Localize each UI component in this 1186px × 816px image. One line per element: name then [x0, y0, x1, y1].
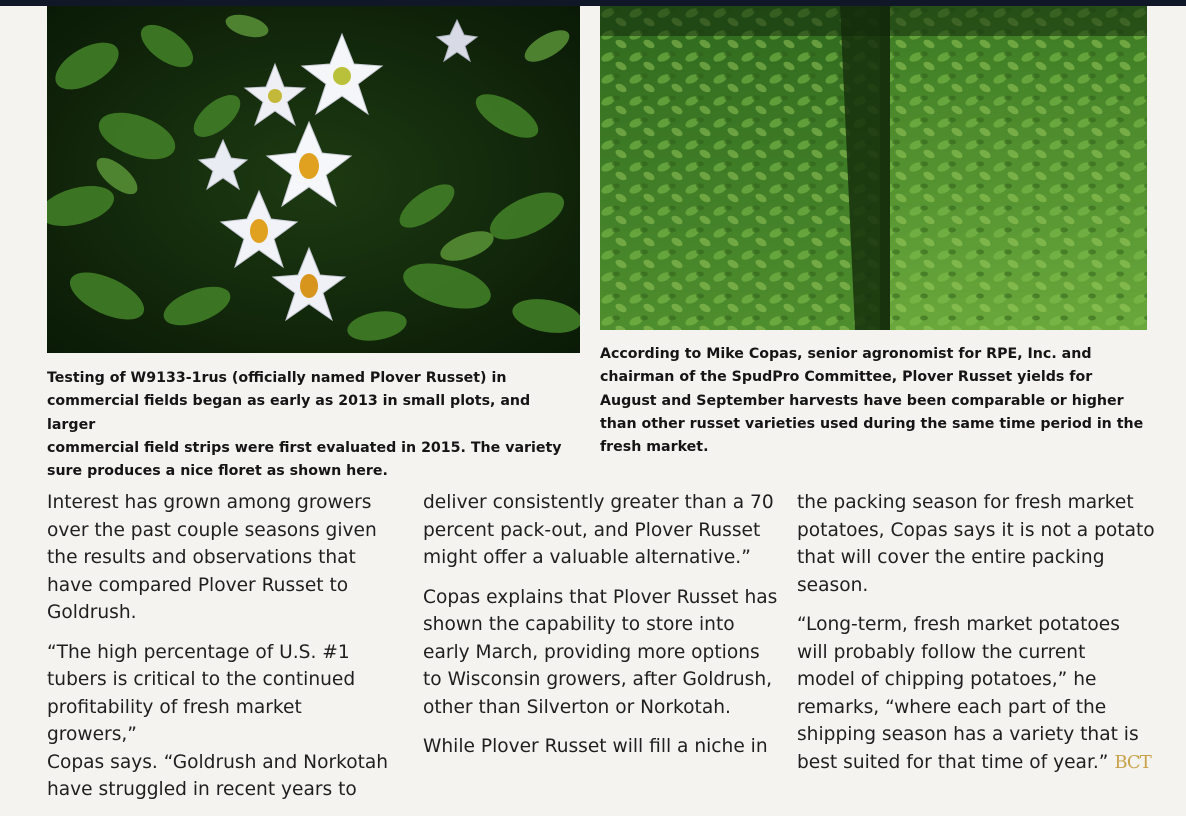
caption-line: chairman of the SpudPro Committee, Plover Russet yields for [600, 369, 1093, 386]
text-line: early March, providing more options [423, 641, 760, 663]
caption-line: Testing of W9133-1rus (officially named Plover Russet) in [47, 370, 507, 386]
text-line: over the past couple seasons given [47, 519, 377, 541]
text-line: other than Silverton or Norkotah. [423, 696, 731, 718]
text-line: have compared Plover Russet to [47, 574, 349, 596]
paragraph [423, 584, 783, 722]
text-line: shown the capability to store into [423, 614, 735, 635]
paragraph [797, 611, 1169, 776]
text-line: remarks, “where each part of the [797, 696, 1107, 718]
text-line: While Plover Russet will fill a niche in [423, 736, 768, 757]
text-line: might offer a valuable alternative.” [423, 547, 751, 568]
caption-line: than other russet varieties used during the same time period in the [600, 415, 1144, 432]
caption-line: According to Mike Copas, senior agronomist for RPE, Inc. and [600, 346, 1092, 362]
text-line: the results and observations that [47, 547, 356, 568]
text-line: profitability of fresh market growers,” [47, 696, 302, 745]
paragraph [47, 639, 397, 804]
end-of-article-mark: BCT [1114, 751, 1151, 773]
potato-flower-photo [47, 6, 580, 353]
text-line: Copas explains that Plover Russet has [423, 586, 778, 608]
text-line: model of chipping potatoes,” he [797, 669, 1097, 690]
text-line: potatoes, Copas says it is not a potato [797, 519, 1155, 541]
text-line: to Wisconsin growers, after Goldrush, [423, 669, 773, 690]
text-line: Goldrush. [47, 602, 137, 623]
caption-line: commercial fields began as early as 2013 in small plots, and larger [47, 393, 531, 433]
text-line: “The high percentage of U.S. #1 [47, 641, 350, 663]
caption-line: commercial field strips were first evaluated in 2015. The variety [47, 439, 562, 456]
text-line: tubers is critical to the continued [47, 669, 356, 690]
text-line: deliver consistently greater than a 70 [423, 492, 774, 513]
paragraph [423, 489, 783, 572]
paragraph [797, 489, 1169, 599]
text-line: best suited for that time of year.” [797, 751, 1109, 773]
text-line: “Long-term, fresh market potatoes [797, 614, 1120, 635]
text-line: the packing season for fresh market [797, 492, 1134, 513]
text-line: shipping season has a variety that is [797, 724, 1139, 745]
potato-field-photo [600, 6, 1147, 330]
paragraph [47, 489, 397, 627]
body-column-2 [423, 489, 783, 773]
text-line: that will cover the entire packing [797, 547, 1105, 568]
text-line: season. [797, 574, 869, 596]
text-line: percent pack-out, and Plover Russet [423, 519, 761, 541]
text-line: have struggled in recent years to [47, 779, 357, 800]
body-column-1 [47, 489, 397, 816]
body-column-3 [797, 489, 1169, 788]
text-line: Copas says. “Goldrush and Norkotah [47, 751, 389, 773]
caption-left [47, 367, 582, 483]
paragraph [423, 733, 783, 761]
caption-line: August and September harvests have been comparable or higher [600, 392, 1124, 409]
text-line: Interest has grown among growers [47, 492, 372, 513]
caption-line: sure produces a nice floret as shown here. [47, 463, 388, 480]
caption-right [600, 343, 1160, 459]
text-line: will probably follow the current [797, 641, 1086, 663]
caption-line: fresh market. [600, 439, 709, 456]
